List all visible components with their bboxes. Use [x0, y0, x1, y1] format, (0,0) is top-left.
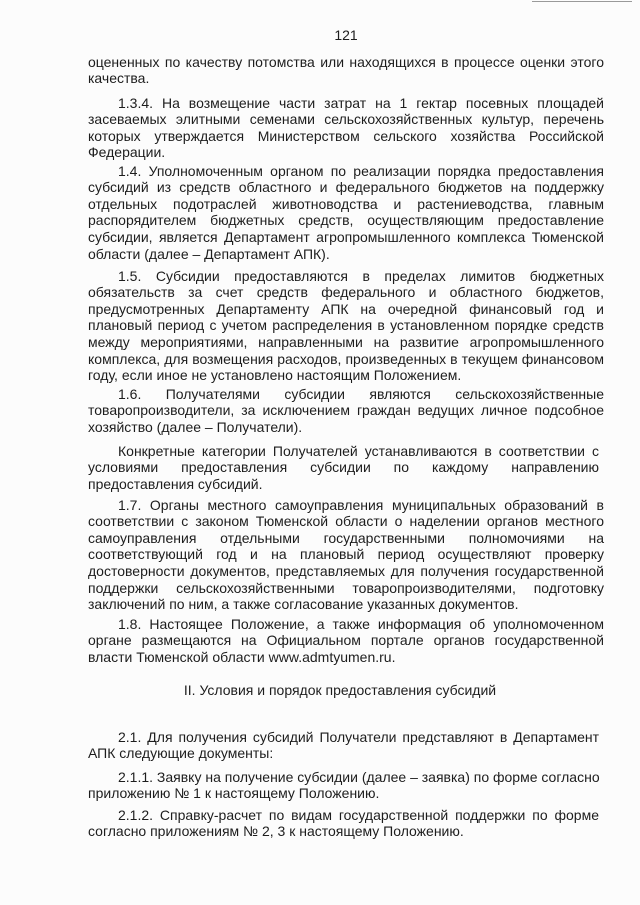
paragraph-line: плановый период с учетом распределения в установленном порядке средств: [88, 317, 604, 334]
paragraph-line: 2.1. Для получения субсидий Получатели представляют в Департамент: [118, 728, 599, 745]
paragraph-continuation: [88, 54, 604, 87]
clause-1-8: [88, 616, 604, 666]
paragraph-line: 1.5. Субсидии предоставляются в пределах лимитов бюджетных: [118, 267, 604, 284]
paragraph-line: власти Тюменской области www.admtyumen.ru.: [88, 648, 396, 665]
paragraph-line: предоставления субсидий.: [88, 475, 263, 492]
page-number: 121: [334, 27, 358, 43]
clause-1-4: [88, 163, 604, 263]
paragraph-line: 1.6. Получателями субсидии являются сельскохозяйственные: [118, 385, 604, 402]
paragraph-line: Федерации.: [88, 144, 166, 161]
paragraph-line: 1.4. Уполномоченным органом по реализации порядка предоставления: [118, 162, 604, 179]
paragraph-line: оцененных по качеству потомства или находящихся в процессе оценки этого: [88, 53, 604, 70]
paragraph-line: субсидии, является Департамент агропромышленного комплекса Тюменской: [88, 229, 604, 246]
paragraph-line: заключений по ним, а также согласование указанных документов.: [88, 596, 519, 613]
paragraph-line: 1.7. Органы местного самоуправления муниципальных образований в: [118, 496, 604, 513]
paragraph-line: товаропроизводители, за исключением граждан ведущих личное подсобное: [88, 402, 604, 419]
paragraph-line: Конкретные категории Получателей устанавливаются в соответствии с: [118, 442, 599, 459]
paragraph-line: отдельных подотраслей животноводства и растениеводства, главным: [88, 195, 604, 212]
paragraph-line: 2.1.2. Справку-расчет по видам государственной поддержки по форме: [118, 806, 599, 823]
paragraph-line: условиями предоставления субсидии по каждому направлению: [88, 459, 599, 476]
clause-1-6-categories: [88, 443, 599, 493]
paragraph-line: субсидий из средств областного и федерального бюджетов на поддержку: [88, 179, 604, 196]
paragraph-line: обязательств за счет средств федерального и областного бюджетов,: [88, 284, 604, 301]
clause-1-6: [88, 386, 604, 436]
paragraph-line: приложению № 1 к настоящему Положению.: [88, 785, 380, 802]
paragraph-line: достоверности документов, представляемых для получения государственной: [88, 563, 604, 580]
scan-edge-line: [532, 1, 632, 2]
paragraph-line: засеваемых элитными семенами сельскохозяйственных культур, перечень: [88, 111, 604, 128]
paragraph-line: поддержки сельскохозяйственными товаропроизводителями, подготовку: [88, 579, 604, 596]
paragraph-line: 2.1.1. Заявку на получение субсидии (далее – заявка) по форме согласно: [118, 768, 600, 785]
paragraph-line: между мероприятиями, направленными на развитие агропромышленного: [88, 334, 604, 351]
paragraph-line: предусмотренных Департаменту АПК на очередной финансовый год и: [88, 300, 604, 317]
paragraph-line: соответствующий год и на плановый период осуществляют проверку: [88, 546, 604, 563]
paragraph-line: области (далее – Департамент АПК).: [88, 245, 330, 262]
paragraph-line: хозяйство (далее – Получатели).: [88, 418, 303, 435]
paragraph-line: самоуправления отдельными государственными полномочиями на: [88, 529, 604, 546]
paragraph-line: году, если иное не установлено настоящим Положением.: [88, 367, 462, 384]
clause-1-3-4: [88, 95, 604, 161]
paragraph-line: 1.3.4. На возмещение части затрат на 1 гектар посевных площадей: [118, 94, 604, 111]
clause-2-1-2: [88, 807, 599, 840]
paragraph-line: согласно приложениям № 2, 3 к настоящему Положению.: [88, 823, 464, 840]
paragraph-line: качества.: [88, 70, 150, 87]
paragraph-line: соответствии с законом Тюменской области о наделении органов местного: [88, 513, 604, 530]
section-heading: II. Условия и порядок предоставления субсидий: [183, 681, 497, 698]
clause-2-1: [88, 729, 599, 762]
paragraph-line: распорядителем бюджетных средств, осуществляющим предоставление: [88, 212, 604, 229]
paragraph-line: которых утверждается Министерством сельского хозяйства Российской: [88, 127, 604, 144]
paragraph-line: АПК следующие документы:: [88, 745, 274, 762]
paragraph-line: органе размещаются на Официальном портале органов государственной: [88, 632, 604, 649]
clause-1-7: [88, 497, 604, 613]
paragraph-line: комплекса, для возмещения расходов, произведенных в текущем финансовом: [88, 350, 604, 367]
paragraph-line: 1.8. Настоящее Положение, а также информация об уполномоченном: [118, 615, 604, 632]
clause-2-1-1: [88, 769, 599, 802]
clause-1-5: [88, 268, 604, 384]
